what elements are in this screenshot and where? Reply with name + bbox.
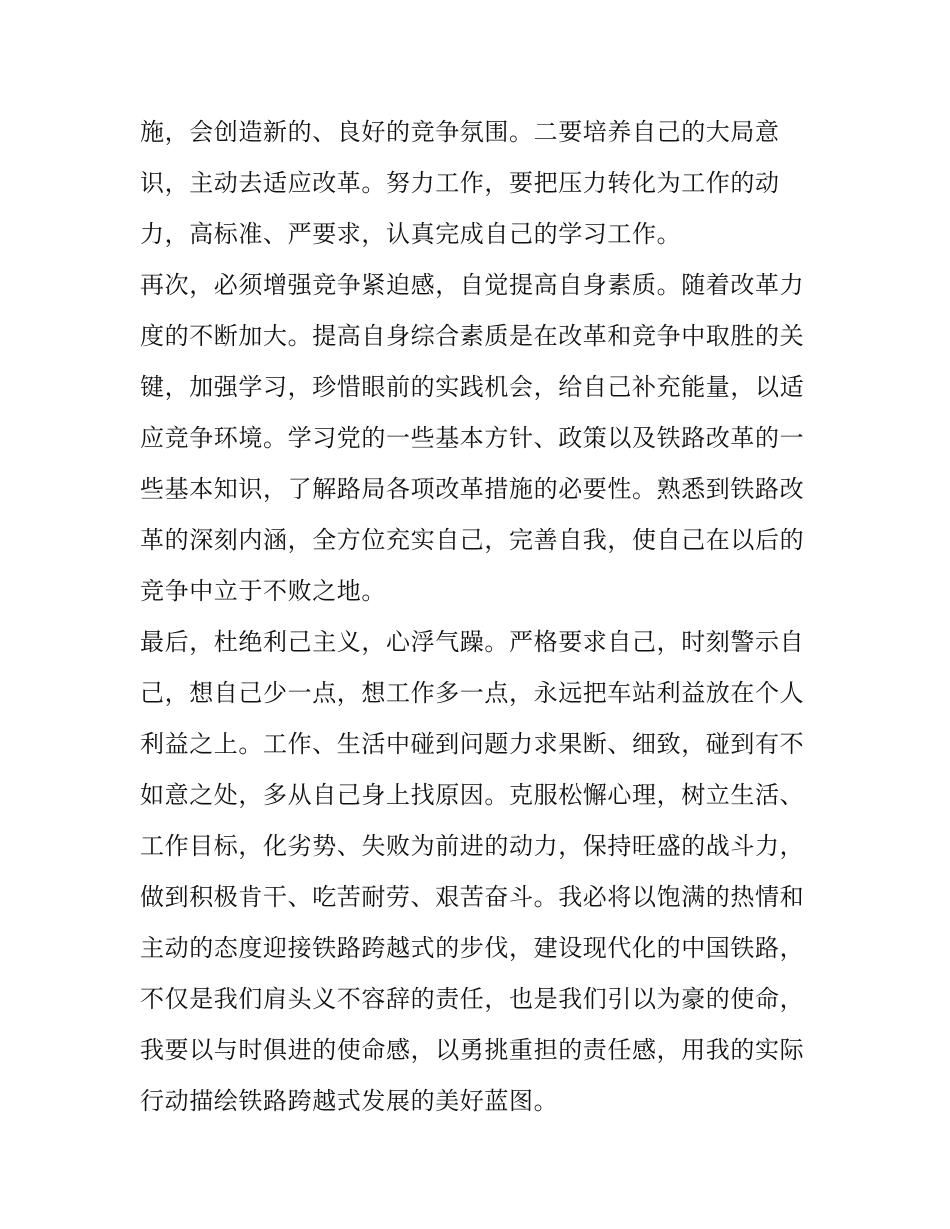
text-line: 再次，必须增强竞争紧迫感，自觉提高自身素质。随着改革力 bbox=[140, 271, 805, 299]
text-line: 如意之处，多从自己身上找原因。克服松懈心理，树立生活、 bbox=[140, 781, 805, 809]
text-line: 做到积极肯干、吃苦耐劳、艰苦奋斗。我必将以饱满的热情和 bbox=[140, 883, 805, 911]
text-line: 识，主动去适应改革。努力工作，要把压力转化为工作的动 bbox=[140, 169, 780, 197]
text-line: 不仅是我们肩头义不容辞的责任，也是我们引以为豪的使命， bbox=[140, 985, 805, 1013]
text-line: 己，想自己少一点，想工作多一点，永远把车站利益放在个人 bbox=[140, 679, 805, 707]
text-line: 竞争中立于不败之地。 bbox=[140, 577, 386, 605]
text-line: 主动的态度迎接铁路跨越式的步伐，建设现代化的中国铁路， bbox=[140, 934, 805, 962]
text-line: 利益之上。工作、生活中碰到问题力求果断、细致，碰到有不 bbox=[140, 730, 805, 758]
text-line: 力，高标准、严要求，认真完成自己的学习工作。 bbox=[140, 220, 682, 248]
text-line: 键，加强学习，珍惜眼前的实践机会，给自己补充能量，以适 bbox=[140, 373, 805, 401]
text-line: 应竞争环境。学习党的一些基本方针、政策以及铁路改革的一 bbox=[140, 424, 805, 452]
text-line: 革的深刻内涵，全方位充实自己，完善自我，使自己在以后的 bbox=[140, 526, 805, 554]
text-line: 最后，杜绝利己主义，心浮气躁。严格要求自己，时刻警示自 bbox=[140, 628, 805, 656]
document-body bbox=[140, 107, 812, 1127]
text-line: 些基本知识，了解路局各项改革措施的必要性。熟悉到铁路改 bbox=[140, 475, 805, 503]
text-line: 度的不断加大。提高自身综合素质是在改革和竞争中取胜的关 bbox=[140, 322, 805, 350]
text-line: 工作目标，化劣势、失败为前进的动力，保持旺盛的战斗力， bbox=[140, 832, 805, 860]
text-line: 我要以与时俱进的使命感，以勇挑重担的责任感，用我的实际 bbox=[140, 1036, 805, 1064]
text-line: 行动描绘铁路跨越式发展的美好蓝图。 bbox=[140, 1087, 559, 1115]
text-line: 施，会创造新的、良好的竞争氛围。二要培养自己的大局意 bbox=[140, 118, 780, 146]
